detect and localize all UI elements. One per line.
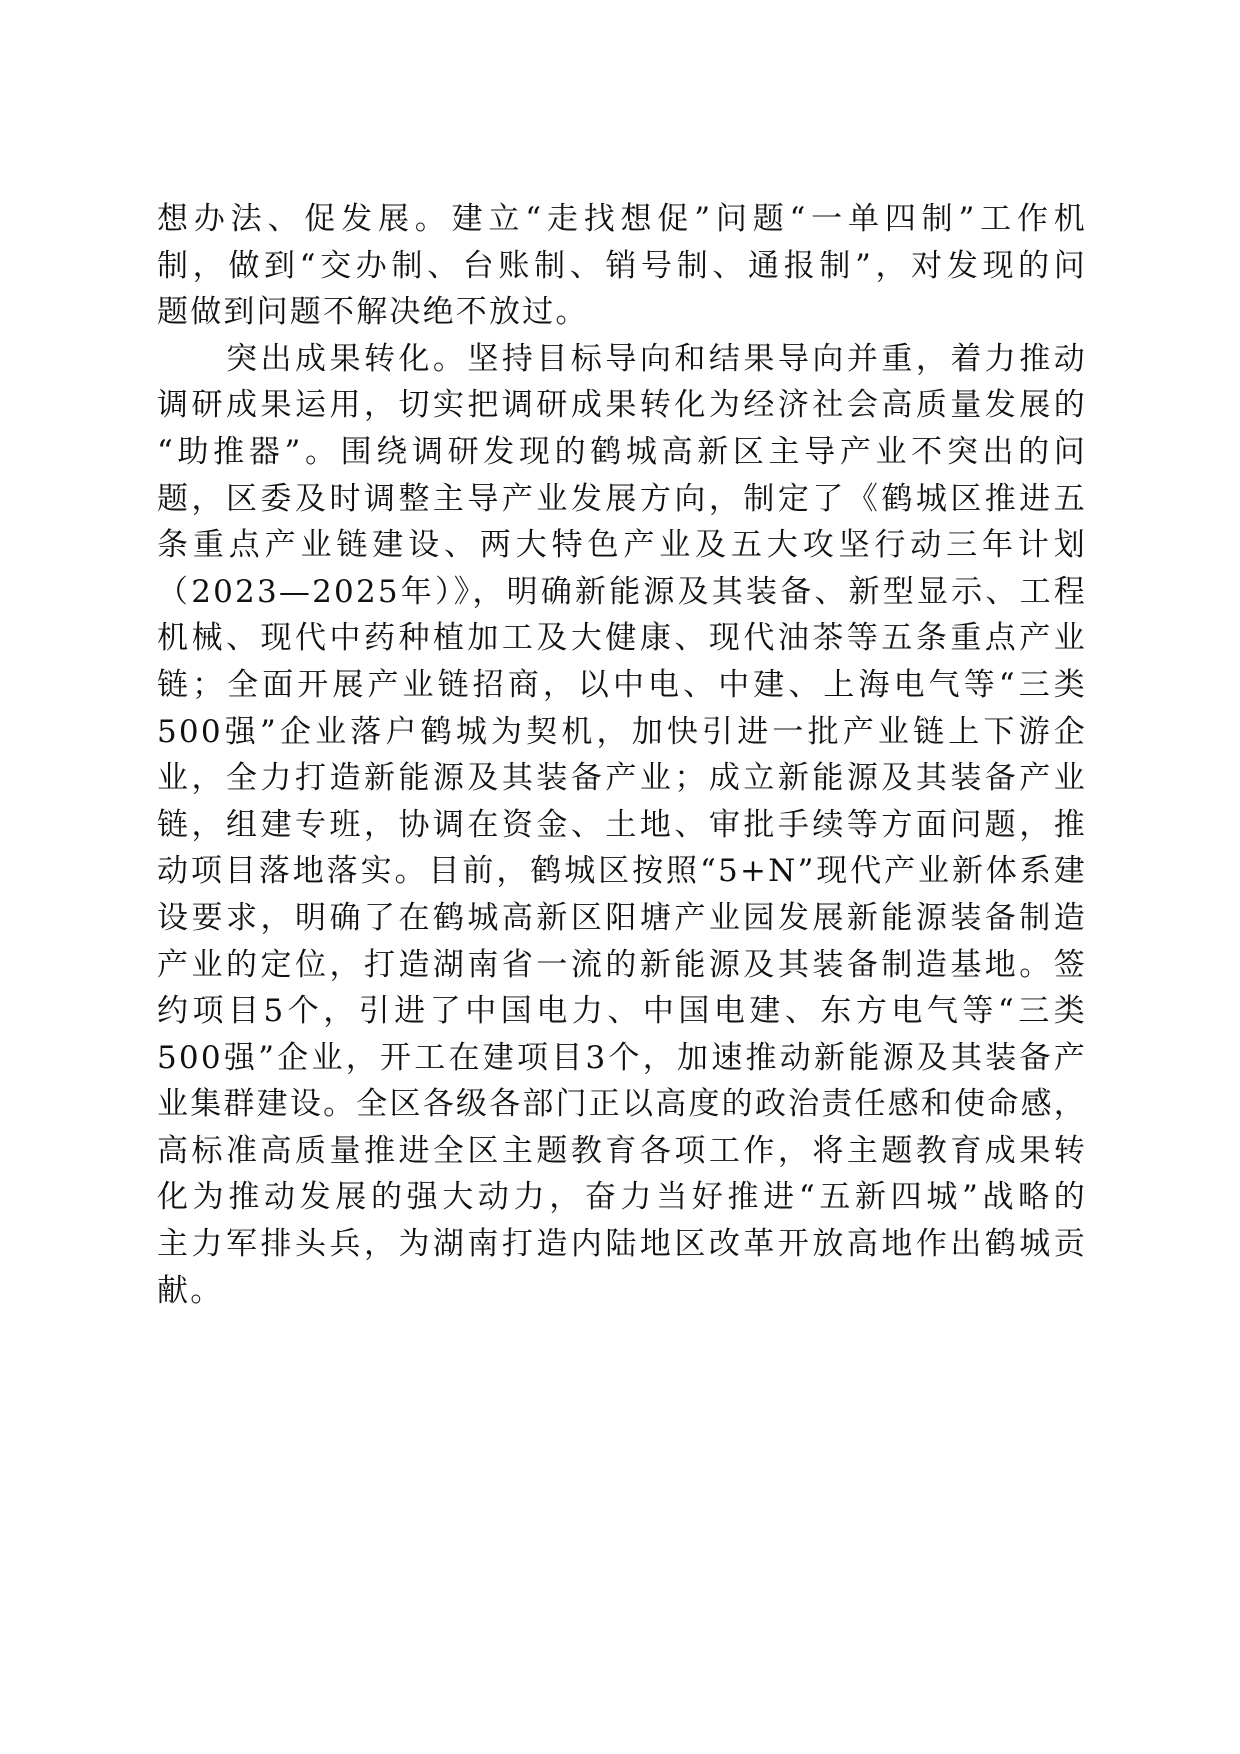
text-line: 高标准高质量推进全区主题教育各项工作，将主题教育成果转 xyxy=(157,1132,1087,1169)
text-line: 500强”企业落户鹤城为契机，加快引进一批产业链上下游企 xyxy=(157,713,1087,750)
text-line: 业集群建设。全区各级各部门正以高度的政治责任感和使命感， xyxy=(157,1086,1087,1123)
text-line: 调研成果运用，切实把调研成果转化为经济社会高质量发展的 xyxy=(157,387,1087,424)
text-line: 设要求，明确了在鹤城高新区阳塘产业园发展新能源装备制造 xyxy=(157,899,1087,936)
text-line: 机械、现代中药种植加工及大健康、现代油茶等五条重点产业 xyxy=(157,620,1087,657)
text-line: 想办法、促发展。建立“走找想促”问题“一单四制”工作机 xyxy=(157,201,1087,237)
text-line: 突出成果转化。坚持目标导向和结果导向并重，着力推动 xyxy=(157,340,1087,377)
text-line: 500强”企业，开工在建项目3个，加速推动新能源及其装备产 xyxy=(157,1039,1087,1076)
text-line: 献。 xyxy=(157,1272,224,1309)
text-line: 题，区委及时调整主导产业发展方向，制定了《鹤城区推进五 xyxy=(157,480,1087,517)
text-line: 动项目落地落实。目前，鹤城区按照“5+N”现代产业新体系建 xyxy=(157,853,1087,890)
body-text xyxy=(157,196,1087,1314)
text-line: 业，全力打造新能源及其装备产业；成立新能源及其装备产业 xyxy=(157,760,1087,797)
text-line: 主力军排头兵，为湖南打造内陆地区改革开放高地作出鹤城贡 xyxy=(157,1226,1087,1263)
text-line: 制，做到“交办制、台账制、销号制、通报制”，对发现的问 xyxy=(157,247,1087,284)
text-line: （2023—2025年）》，明确新能源及其装备、新型显示、工程 xyxy=(157,573,1087,610)
text-line: 题做到问题不解决绝不放过。 xyxy=(157,294,589,331)
text-line: 约项目5个，引进了中国电力、中国电建、东方电气等“三类 xyxy=(157,993,1087,1030)
text-line: 条重点产业链建设、两大特色产业及五大攻坚行动三年计划 xyxy=(157,527,1087,564)
text-line: 链；全面开展产业链招商，以中电、中建、上海电气等“三类 xyxy=(157,666,1087,703)
text-line: 链，组建专班，协调在资金、土地、审批手续等方面问题，推 xyxy=(157,806,1087,843)
text-line: 产业的定位，打造湖南省一流的新能源及其装备制造基地。签 xyxy=(157,946,1087,983)
text-line: “助推器”。围绕调研发现的鹤城高新区主导产业不突出的问 xyxy=(157,433,1087,470)
text-line: 化为推动发展的强大动力，奋力当好推进“五新四城”战略的 xyxy=(157,1179,1087,1216)
